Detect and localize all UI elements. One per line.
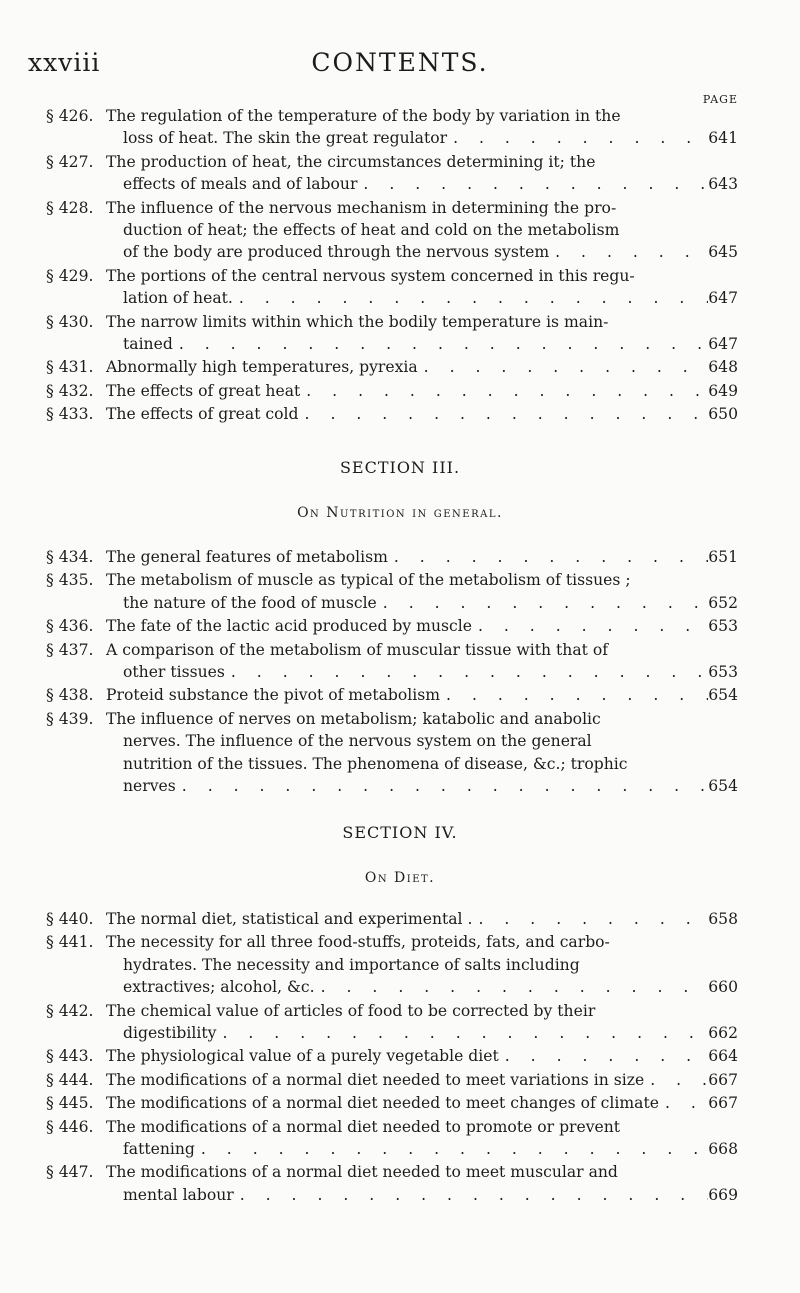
section-heading: SECTION IV. [342, 823, 458, 842]
entry-last-line [106, 1045, 738, 1067]
entry-last-line [106, 546, 738, 568]
section-heading: SECTION III. [339, 458, 461, 477]
dot-leader [173, 333, 708, 355]
entry-text-line: nerves [123, 777, 176, 796]
entry-text-line: the nature of the food of muscle [123, 593, 377, 612]
dot-leader [216, 1022, 708, 1044]
entry-text-line: other tissues [123, 663, 225, 682]
running-head [28, 48, 772, 88]
entry-text-line: The modifications of a normal diet needed to meet muscular and [106, 1163, 618, 1182]
entry-last-line [106, 380, 738, 402]
toc-entry [46, 151, 738, 196]
toc-entry [46, 311, 738, 356]
section-number: § 437. [46, 640, 94, 659]
entry-last-line [106, 615, 738, 637]
entry-text-line: The portions of the central nervous system concerned in this regu- [106, 266, 635, 285]
entry-text-line: The effects of great heat [106, 381, 301, 400]
entry-last-line [106, 775, 738, 797]
toc-entry [46, 105, 738, 150]
dot-leader [357, 173, 708, 195]
entry-text-line: Proteid substance the pivot of metabolism [106, 686, 441, 705]
page-column-label: PAGE [702, 93, 738, 106]
dot-leader [225, 661, 708, 683]
entry-text-line: The influence of nerves on metabolism; katabolic and anabolic [106, 709, 601, 728]
section-number: § 431. [46, 358, 94, 377]
entry-text-line: effects of meals and of labour [123, 175, 358, 194]
toc-entry [46, 615, 738, 637]
toc-entry [46, 546, 738, 568]
page-reference: 641 [708, 129, 738, 148]
entry-last-line [106, 908, 738, 930]
page-reference: 654 [708, 686, 738, 705]
entry-text-line: digestibility [123, 1024, 217, 1043]
page-reference: 669 [708, 1185, 738, 1204]
entry-text-line: The metabolism of muscle as typical of the metabolism of tissues ; [106, 571, 631, 590]
dot-leader [315, 976, 708, 998]
dot-leader [549, 241, 708, 263]
dot-leader [299, 403, 708, 425]
entry-last-line [106, 661, 738, 683]
page-number: xxviii [28, 48, 101, 77]
entry-text-line: The normal diet, statistical and experimental . [106, 910, 473, 928]
entry-last-line [106, 127, 738, 149]
page-reference: 653 [708, 663, 738, 682]
toc-entry [46, 639, 738, 684]
section-number: § 438. [46, 686, 94, 705]
dot-leader [388, 546, 708, 568]
contents-group-nutrition [46, 546, 738, 798]
entry-text-line: Abnormally high temperatures, pyrexia [106, 358, 418, 377]
section-number: § 443. [46, 1047, 94, 1066]
page-reference: 654 [708, 777, 738, 796]
section-number: § 440. [46, 910, 94, 928]
entry-text-line: The modifications of a normal diet needed to promote or prevent [106, 1117, 621, 1136]
dot-leader [233, 287, 708, 309]
section-number: § 428. [46, 198, 94, 217]
section-number: § 433. [46, 405, 94, 424]
section-number: § 446. [46, 1117, 94, 1136]
entry-text-line: The fate of the lactic acid produced by muscle [106, 617, 472, 636]
dot-leader [195, 1138, 708, 1160]
toc-entry [46, 403, 738, 425]
section-number: § 442. [46, 1001, 94, 1020]
page-reference: 645 [708, 243, 738, 262]
page-reference: 664 [708, 1047, 738, 1066]
toc-entry [46, 684, 738, 706]
entry-last-line [106, 592, 738, 614]
entry-last-line [106, 1022, 738, 1044]
entry-text-line: The necessity for all three food-stuffs, proteids, fats, and carbo- [106, 933, 610, 952]
toc-entry [46, 265, 738, 310]
entry-text-line: hydrates. The necessity and importance of salts including [123, 955, 580, 974]
toc-entry [46, 708, 738, 798]
entry-text-line: lation of heat. [123, 289, 233, 308]
section-number: § 444. [46, 1070, 94, 1089]
entry-text-line: of the body are produced through the nervous system [123, 243, 550, 262]
section-number: § 436. [46, 617, 94, 636]
section-number: § 426. [46, 107, 94, 125]
toc-entry [46, 380, 738, 402]
dot-leader [644, 1069, 708, 1091]
dot-leader [499, 1045, 708, 1067]
dot-leader [472, 615, 708, 637]
page-reference: 650 [708, 405, 738, 424]
section-number: § 430. [46, 312, 94, 331]
section-number: § 439. [46, 709, 94, 728]
dot-leader [418, 356, 708, 378]
section-number: § 432. [46, 381, 94, 400]
dot-leader [440, 684, 708, 706]
entry-text-line: duction of heat; the effects of heat and cold on the metabolism [123, 221, 620, 240]
entry-last-line [106, 173, 738, 195]
entry-text-line: The production of heat, the circumstances determining it; the [106, 152, 596, 171]
page-reference: 643 [708, 175, 738, 194]
entry-text-line: nutrition of the tissues. The phenomena of disease, &c.; trophic [123, 754, 628, 773]
page-reference: 668 [708, 1140, 738, 1159]
section-number: § 427. [46, 152, 94, 171]
entry-last-line [106, 1138, 738, 1160]
page-reference: 647 [708, 335, 738, 354]
entry-last-line [106, 241, 738, 263]
page-reference: 667 [708, 1094, 738, 1113]
entry-text-line: A comparison of the metabolism of muscular tissue with that of [106, 640, 609, 659]
entry-text-line: The influence of the nervous mechanism in determining the pro- [106, 198, 617, 217]
toc-entry [46, 197, 738, 264]
page-title: CONTENTS. [311, 48, 489, 77]
toc-entry [46, 1000, 738, 1045]
page-reference: 651 [708, 548, 738, 566]
dot-leader [176, 775, 708, 797]
entry-last-line [106, 1092, 738, 1114]
page-reference: 658 [708, 910, 738, 928]
entry-text-line: loss of heat. The skin the great regulator [123, 129, 448, 148]
entry-last-line [106, 333, 738, 355]
entry-last-line [106, 287, 738, 309]
toc-entry [46, 1069, 738, 1091]
entry-last-line [106, 684, 738, 706]
toc-entry [46, 1116, 738, 1161]
entry-text-line: tained [123, 335, 173, 354]
page-reference: 667 [708, 1070, 738, 1089]
entry-last-line [106, 1184, 738, 1206]
dot-leader [234, 1184, 708, 1206]
toc-entry [46, 1161, 738, 1206]
section-number: § 434. [46, 548, 94, 566]
entry-text-line: The chemical value of articles of food to be corrected by their [106, 1001, 596, 1020]
section-subheading: On Diet. [364, 870, 436, 886]
page-reference: 653 [708, 617, 738, 636]
entry-text-line: The general features of metabolism [106, 548, 388, 566]
page-reference: 647 [708, 289, 738, 308]
entry-text-line: fattening [123, 1140, 195, 1159]
contents-group-diet [46, 908, 738, 1207]
toc-entry [46, 908, 738, 930]
entry-text-line: The modifications of a normal diet needed to meet variations in size [106, 1070, 645, 1089]
entry-last-line [106, 976, 738, 998]
toc-entry [46, 569, 738, 614]
page-reference: 648 [708, 358, 738, 377]
section-number: § 435. [46, 571, 94, 590]
entry-text-line: The regulation of the temperature of the body by variation in the [106, 107, 621, 125]
page-reference: 662 [708, 1024, 738, 1043]
entry-last-line [106, 1069, 738, 1091]
contents-group-heat [46, 105, 738, 427]
entry-text-line: The narrow limits within which the bodily temperature is main- [106, 312, 609, 331]
dot-leader [377, 592, 708, 614]
entry-last-line [106, 356, 738, 378]
toc-entry [46, 356, 738, 378]
dot-leader [300, 380, 708, 402]
page-reference: 649 [708, 381, 738, 400]
section-number: § 441. [46, 933, 94, 952]
dot-leader [447, 127, 708, 149]
toc-entry [46, 931, 738, 998]
entry-text-line: mental labour [123, 1185, 234, 1204]
dot-leader [472, 908, 708, 930]
section-number: § 429. [46, 266, 94, 285]
section-number: § 445. [46, 1094, 94, 1113]
page-reference: 652 [708, 593, 738, 612]
entry-text-line: extractives; alcohol, &c. [123, 978, 315, 997]
section-subheading: On Nutrition in general. [297, 505, 503, 521]
section-number: § 447. [46, 1163, 94, 1182]
toc-entry [46, 1092, 738, 1114]
toc-entry [46, 1045, 738, 1067]
entry-text-line: The effects of great cold [106, 405, 299, 424]
dot-leader [659, 1092, 708, 1114]
entry-text-line: The physiological value of a purely vegetable diet [106, 1047, 499, 1066]
entry-text-line: The modifications of a normal diet needed to meet changes of climate [106, 1094, 659, 1113]
page-reference: 660 [708, 978, 738, 997]
entry-text-line: nerves. The influence of the nervous system on the general [123, 732, 592, 751]
entry-last-line [106, 403, 738, 425]
